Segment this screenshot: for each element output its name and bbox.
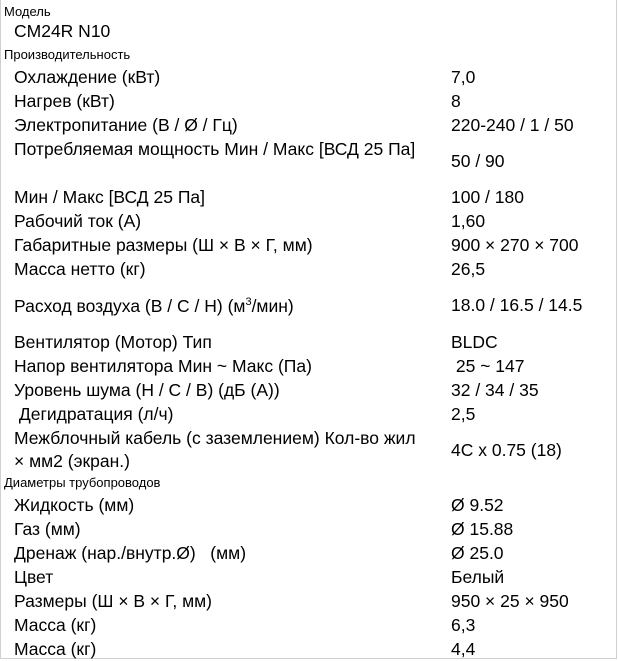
liquid-value: Ø 9.52: [451, 495, 504, 515]
power-supply-label: Электропитание (В / Ø / Гц): [14, 115, 238, 135]
airflow-label-sup: 3: [245, 296, 252, 309]
airflow-label-post: /мин): [251, 296, 294, 316]
fan-motor-label: Вентилятор (Мотор) Тип: [14, 332, 212, 352]
airflow-value: 18.0 / 16.5 / 14.5: [451, 295, 583, 315]
fan-pressure-value: 25 ~ 147: [451, 356, 525, 376]
cooling-label: Охлаждение (кВт): [14, 67, 161, 87]
mass-2-value: 4,4: [451, 639, 476, 659]
power-supply-value: 220-240 / 1 / 50: [451, 115, 574, 135]
dehumidification-value: 2,5: [451, 404, 476, 424]
section-performance-header: Производительность: [4, 47, 131, 62]
section-pipes-header: Диаметры трубопроводов: [4, 475, 161, 490]
mass-2-label: Масса (кг): [14, 639, 97, 659]
airflow-label: [14, 295, 294, 318]
cooling-value: 7,0: [451, 67, 476, 87]
dimensions-label: Габаритные размеры (Ш × В × Г, мм): [14, 235, 313, 255]
fan-motor-value: BLDC: [451, 332, 498, 352]
power-consumption-value: 50 / 90: [451, 151, 505, 171]
mass-1-label: Масса (кг): [14, 615, 97, 635]
power-consumption-label: Потребляемая мощность Мин / Макс [ВСД 25 Па]: [14, 139, 416, 159]
drain-value: Ø 25.0: [451, 543, 504, 563]
net-weight-value: 26,5: [451, 259, 486, 279]
current-label: Рабочий ток (А): [14, 211, 142, 231]
cable-value: 4C x 0.75 (18): [451, 440, 562, 460]
color-label: Цвет: [14, 567, 54, 587]
mass-1-value: 6,3: [451, 615, 476, 635]
gas-value: Ø 15.88: [451, 519, 514, 539]
cable-label: Межблочный кабель (с заземлением) Кол-во жил × мм2 (экран.): [14, 428, 416, 471]
airflow-label-pre: Расход воздуха (В / С / Н) (м: [14, 296, 246, 316]
section-model-header: Модель: [4, 4, 51, 19]
heating-value: 8: [451, 91, 461, 111]
dehumidification-label: Дегидратация (л/ч): [14, 404, 174, 424]
net-weight-label: Масса нетто (кг): [14, 259, 146, 279]
dimensions-value: 900 × 270 × 700: [451, 235, 579, 255]
heating-label: Нагрев (кВт): [14, 91, 115, 111]
min-max-value: 100 / 180: [451, 187, 524, 207]
current-value: 1,60: [451, 211, 486, 231]
model-value: CM24R N10: [14, 21, 111, 41]
color-value: Белый: [451, 567, 505, 587]
min-max-label: Мин / Макс [ВСД 25 Па]: [14, 187, 205, 207]
gas-label: Газ (мм): [14, 519, 81, 539]
liquid-label: Жидкость (мм): [14, 495, 135, 515]
noise-value: 32 / 34 / 35: [451, 380, 539, 400]
panel-size-value: 950 × 25 × 950: [451, 591, 569, 611]
noise-label: Уровень шума (Н / С / В) (дБ (А)): [14, 380, 280, 400]
fan-pressure-label: Напор вентилятора Мин ~ Макс (Па): [14, 356, 312, 376]
panel-size-label: Размеры (Ш × В × Г, мм): [14, 591, 212, 611]
drain-label: Дренаж (нар./внутр.Ø) (мм): [14, 543, 247, 563]
